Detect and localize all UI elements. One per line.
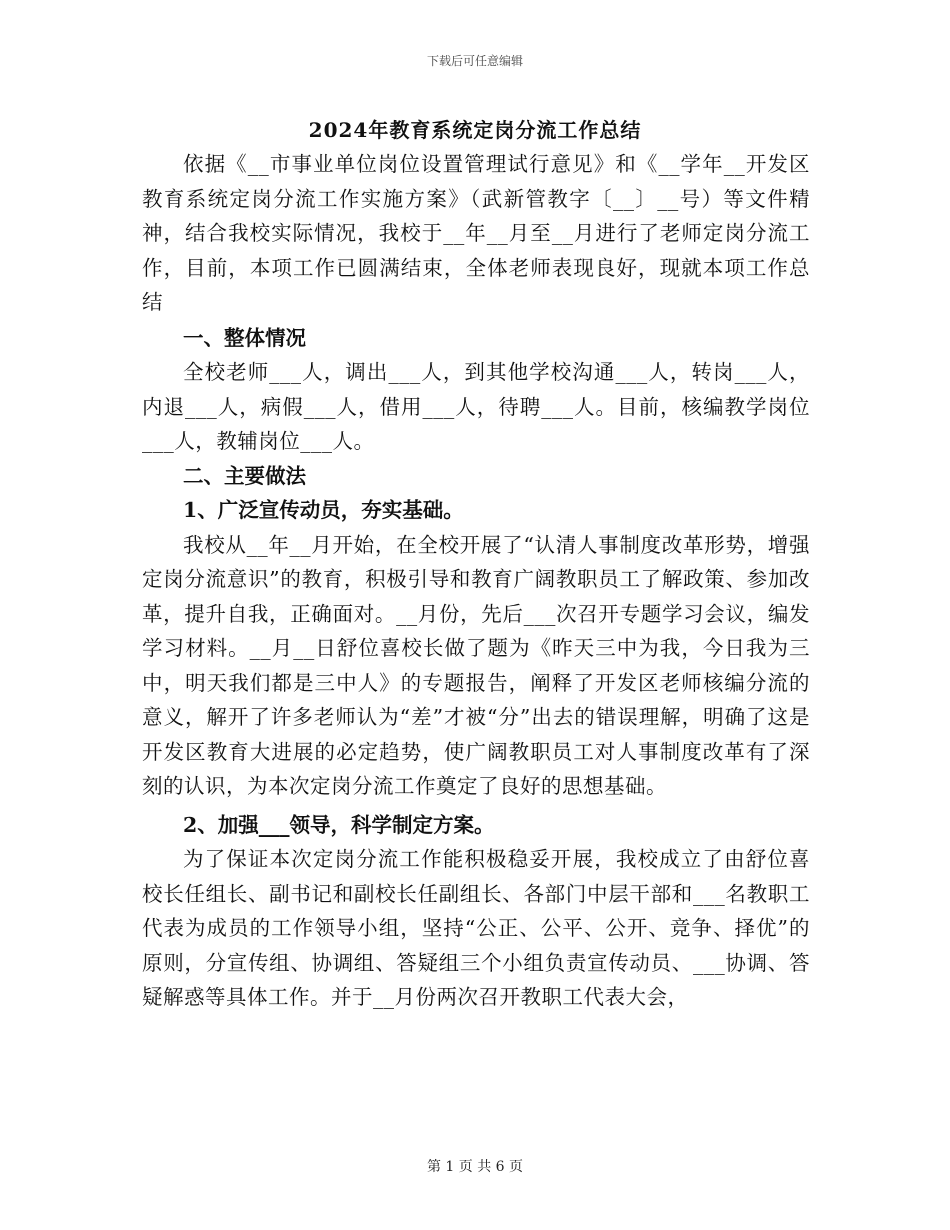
section1-heading: 一、整体情况 <box>183 325 306 350</box>
section1-paragraph: 全校老师___人，调出___人，到其他学校沟通___人，转岗___人，内退___人，病假___人，借用___人，待聘___人。目前，核编教学岗位___人，教辅岗位___人。 <box>142 360 810 453</box>
subsection1-heading: 1、广泛宣传动员，夯实基础。 <box>183 498 464 522</box>
subsection2-heading: 2、加强___领导，科学制定方案。 <box>183 812 495 837</box>
subsection1-paragraph: 我校从__年__月开始，在全校开展了“认清人事制度改革形势，增强定岗分流意识”的教育，积极引导和教育广阔教职员工了解政策、参加改革，提升自我，正确面对。__月份，先后___次召开专题学习会议，编发学习材料。__月__日舒位喜校长做了题为《昨天三中为我，今日我为三中，明天我们都是三中人》的专题报告，阐释了开发区老师核编分流的意义，解开了许多老师认为“差”才被“分”出去的错误理解，明确了这是开发区教育大进展的必定趋势，使广阔教职员工对人事制度改革有了深刻的认识，为本次定岗分流工作奠定了良好的思想基础。 <box>142 532 810 798</box>
subsection2-paragraph: 为了保证本次定岗分流工作能积极稳妥开展，我校成立了由舒位喜校长任组长、副书记和副校长任副组长、各部门中层干部和___名教职工代表为成员的工作领导小组，坚持“公正、公平、公开、竞争、择优”的原则，分宣传组、协调组、答疑组三个小组负责宣传动员、___协调、答疑解惑等具体工作。并于__月份两次召开教职工代表大会， <box>142 847 810 1009</box>
document-body <box>142 147 810 1015</box>
section2-heading: 二、主要做法 <box>183 463 306 488</box>
page-header-note: 下载后可任意编辑 <box>426 54 523 68</box>
page-footer-number: 第 1 页 共 6 页 <box>426 1159 524 1175</box>
document-title: 2024年教育系统定岗分流工作总结 <box>308 118 642 142</box>
intro-paragraph: 依据《__市事业单位岗位设置管理试行意见》和《__学年__开发区教育系统定岗分流工作实施方案》（武新管教字〔__〕__号）等文件精神，结合我校实际情况，我校于__年__月至__月进行了老师定岗分流工作，目前，本项工作已圆满结束，全体老师表现良好，现就本项工作总结 <box>142 152 810 314</box>
